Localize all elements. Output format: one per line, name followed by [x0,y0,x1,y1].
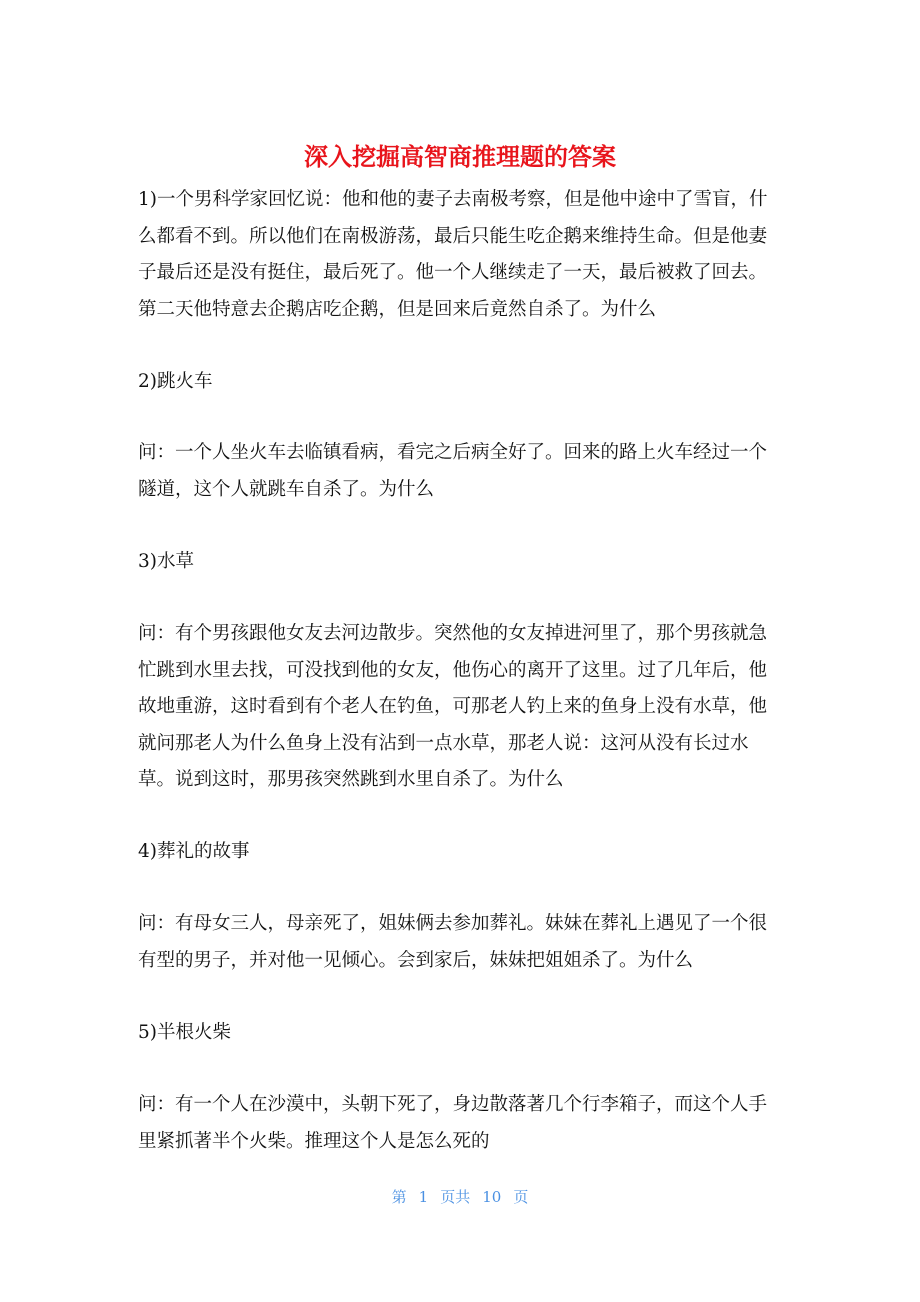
paragraph-line: 问：有一个人在沙漠中，头朝下死了，身边散落著几个行李箱子，而这个人手 [138,1094,768,1115]
total-pages: 10 [482,1188,502,1206]
document-title: 深入挖掘高智商推理题的答案 [304,143,616,171]
paragraph-line: 第二天他特意去企鹅店吃企鹅，但是回来后竟然自杀了。为什么 [138,299,657,320]
paragraph-line: 就问那老人为什么鱼身上没有沾到一点水草，那老人说：这河从没有长过水 [138,733,749,754]
section-heading: 4)葬礼的故事 [138,841,250,862]
paragraph-line: 故地重游，这时看到有个老人在钓鱼，可那老人钓上来的鱼身上没有水草，他 [138,696,768,717]
paragraph-line: 问：有母女三人，母亲死了，姐妹俩去参加葬礼。妹妹在葬礼上遇见了一个很 [138,913,768,934]
section-heading: 5)半根火柴 [138,1022,231,1043]
paragraph-line: 么都看不到。所以他们在南极游荡，最后只能生吃企鹅来维持生命。但是他妻 [138,226,768,247]
paragraph-line: 有型的男子，并对他一见倾心。会到家后，妹妹把姐姐杀了。为什么 [138,950,694,971]
footer-suffix: 页 [513,1188,529,1206]
paragraph-line: 问：有个男孩跟他女友去河边散步。突然他的女友掉进河里了，那个男孩就急 [138,623,768,644]
section-heading: 3)水草 [138,551,194,572]
section-heading: 2)跳火车 [138,371,213,392]
footer-prefix: 第 [391,1188,407,1206]
paragraph-line: 里紧抓著半个火柴。推理这个人是怎么死的 [138,1131,490,1152]
paragraph-line: 隧道，这个人就跳车自杀了。为什么 [138,479,435,500]
paragraph-line: 子最后还是没有挺住，最后死了。他一个人继续走了一天，最后被救了回去。 [138,262,768,283]
paragraph-line: 1)一个男科学家回忆说：他和他的妻子去南极考察，但是他中途中了雪盲，什 [138,189,768,210]
paragraph-line: 忙跳到水里去找，可没找到他的女友，他伤心的离开了这里。过了几年后，他 [138,660,768,681]
paragraph-line: 问：一个人坐火车去临镇看病，看完之后病全好了。回来的路上火车经过一个 [138,442,768,463]
paragraph-line: 草。说到这时，那男孩突然跳到水里自杀了。为什么 [138,769,564,790]
current-page: 1 [418,1188,429,1206]
footer-mid: 页共 [440,1188,471,1206]
page-footer [0,1186,920,1207]
